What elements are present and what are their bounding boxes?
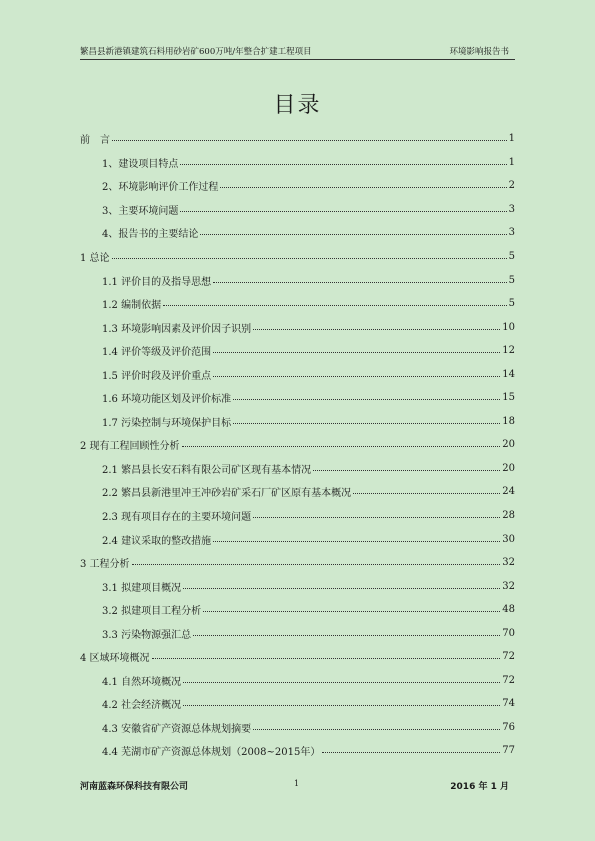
toc-leader-dots — [112, 140, 507, 141]
toc-entry[interactable] — [80, 716, 515, 740]
toc-entry-page: 3 — [508, 203, 515, 215]
toc-leader-dots — [183, 682, 500, 683]
footer-date: 2016 年 1 月 — [450, 782, 509, 792]
toc-entry[interactable] — [80, 292, 515, 316]
toc-entry-page: 74 — [502, 698, 515, 710]
toc-entry-page: 32 — [502, 580, 515, 592]
toc-entry-title: 4 区域环境概况 — [80, 653, 150, 665]
toc-entry-title: 2.1 繁昌县长安石料有限公司矿区现有基本情况 — [102, 464, 312, 476]
toc-entry[interactable] — [80, 198, 515, 222]
toc-entry-title: 4、报告书的主要结论 — [102, 229, 199, 241]
toc-entry-title: 3.2 拟建项目工程分析 — [102, 606, 202, 618]
page-header — [80, 41, 515, 60]
toc-entry-page: 15 — [502, 392, 515, 404]
toc-entry[interactable] — [80, 127, 515, 151]
toc-entry[interactable] — [80, 457, 515, 481]
header-doc-type: 环境影响报告书 — [449, 47, 509, 57]
toc-entry-page: 12 — [502, 345, 515, 357]
toc-leader-dots — [183, 588, 500, 589]
toc-entry-page: 5 — [508, 274, 515, 286]
toc-leader-dots — [233, 423, 500, 424]
toc-entry[interactable] — [80, 268, 515, 292]
toc-entry-page: 28 — [502, 510, 515, 522]
toc-entry-title: 1.5 评价时段及评价重点 — [102, 370, 212, 382]
toc-entry-title: 3、主要环境问题 — [102, 205, 179, 217]
toc-entry-page: 32 — [502, 557, 515, 569]
table-of-contents — [80, 127, 515, 763]
toc-entry-title: 4.4 芜湖市矿产资源总体规划（2008~2015年） — [102, 747, 321, 759]
toc-entry-title: 2.4 建议采取的整改措施 — [102, 535, 212, 547]
toc-entry[interactable] — [80, 245, 515, 269]
toc-entry-page: 70 — [502, 627, 515, 639]
toc-entry-title: 1.3 环境影响因素及评价因子识别 — [102, 323, 252, 335]
toc-entry[interactable] — [80, 504, 515, 528]
toc-entry-title: 4.1 自然环境概况 — [102, 676, 182, 688]
toc-entry[interactable] — [80, 527, 515, 551]
toc-entry[interactable] — [80, 598, 515, 622]
footer-page-number: 1 — [294, 779, 300, 788]
toc-leader-dots — [132, 564, 501, 565]
toc-entry[interactable] — [80, 221, 515, 245]
toc-leader-dots — [213, 352, 500, 353]
toc-entry-page: 3 — [508, 227, 515, 239]
toc-entry-title: 1.1 评价目的及指导思想 — [102, 276, 212, 288]
toc-leader-dots — [322, 752, 500, 753]
toc-entry-title: 2 现有工程回顾性分析 — [80, 441, 180, 453]
toc-leader-dots — [152, 658, 501, 659]
toc-leader-dots — [193, 635, 500, 636]
header-project-title: 繁昌县新港镇建筑石料用砂岩矿600万吨/年整合扩建工程项目 — [80, 47, 312, 57]
toc-entry-title: 前 言 — [80, 135, 110, 147]
toc-leader-dots — [213, 376, 500, 377]
toc-entry[interactable] — [80, 362, 515, 386]
toc-entry[interactable] — [80, 315, 515, 339]
toc-entry[interactable] — [80, 739, 515, 763]
toc-entry-title: 3 工程分析 — [80, 559, 130, 571]
toc-entry-page: 20 — [502, 462, 515, 474]
toc-entry-title: 2、环境影响评价工作过程 — [102, 182, 219, 194]
toc-entry[interactable] — [80, 692, 515, 716]
toc-entry[interactable] — [80, 621, 515, 645]
toc-leader-dots — [200, 234, 506, 235]
toc-entry-title: 1、建设项目特点 — [102, 158, 179, 170]
toc-entry-page: 48 — [502, 604, 515, 616]
toc-leader-dots — [180, 211, 506, 212]
toc-leader-dots — [233, 399, 500, 400]
toc-entry-title: 2.2 繁昌县新港里冲王冲砂岩矿采石厂矿区原有基本概况 — [102, 488, 352, 500]
toc-entry-title: 1.6 环境功能区划及评价标准 — [102, 394, 232, 406]
toc-leader-dots — [163, 305, 507, 306]
toc-entry-title: 3.3 污染物源强汇总 — [102, 629, 192, 641]
toc-entry[interactable] — [80, 174, 515, 198]
toc-leader-dots — [183, 705, 500, 706]
toc-entry-page: 5 — [508, 298, 515, 310]
toc-entry-title: 3.1 拟建项目概况 — [102, 582, 182, 594]
toc-entry-title: 4.2 社会经济概况 — [102, 700, 182, 712]
toc-entry-page: 72 — [502, 651, 515, 663]
toc-entry-page: 30 — [502, 533, 515, 545]
toc-entry[interactable] — [80, 645, 515, 669]
toc-leader-dots — [253, 729, 500, 730]
toc-entry-title: 1.7 污染控制与环境保护目标 — [102, 417, 232, 429]
toc-leader-dots — [182, 446, 501, 447]
toc-entry-page: 10 — [502, 321, 515, 333]
toc-leader-dots — [313, 470, 500, 471]
toc-leader-dots — [353, 493, 500, 494]
toc-entry[interactable] — [80, 669, 515, 693]
toc-leader-dots — [220, 187, 506, 188]
footer-company: 河南蓝森环保科技有限公司 — [80, 782, 189, 792]
toc-leader-dots — [180, 164, 506, 165]
toc-entry-title: 1.2 编制依据 — [102, 300, 162, 312]
toc-entry-page: 77 — [502, 745, 515, 757]
toc-entry-page: 1 — [508, 133, 515, 145]
toc-leader-dots — [203, 611, 500, 612]
toc-leader-dots — [112, 258, 507, 259]
toc-leader-dots — [253, 329, 500, 330]
toc-entry[interactable] — [80, 410, 515, 434]
toc-entry-page: 20 — [502, 439, 515, 451]
toc-entry[interactable] — [80, 386, 515, 410]
toc-entry-page: 72 — [502, 674, 515, 686]
toc-entry-page: 24 — [502, 486, 515, 498]
toc-entry-title: 1 总论 — [80, 253, 110, 264]
page-title: 目录 — [273, 93, 322, 118]
toc-entry[interactable] — [80, 433, 515, 457]
toc-entry-page: 76 — [502, 721, 515, 733]
toc-entry-page: 18 — [502, 415, 515, 427]
toc-entry-page: 5 — [508, 251, 515, 262]
toc-entry[interactable] — [80, 480, 515, 504]
toc-entry-title: 1.4 评价等级及评价范围 — [102, 347, 212, 359]
toc-leader-dots — [213, 282, 507, 283]
toc-entry-page: 14 — [502, 368, 515, 380]
toc-entry-page: 1 — [508, 156, 515, 168]
toc-entry[interactable] — [80, 574, 515, 598]
toc-leader-dots — [253, 517, 500, 518]
toc-entry[interactable] — [80, 339, 515, 363]
toc-entry-title: 4.3 安徽省矿产资源总体规划摘要 — [102, 723, 252, 735]
toc-leader-dots — [213, 541, 500, 542]
toc-entry[interactable] — [80, 551, 515, 575]
toc-entry-title: 2.3 现有项目存在的主要环境问题 — [102, 512, 252, 524]
toc-entry[interactable] — [80, 151, 515, 175]
toc-entry-page: 2 — [508, 180, 515, 192]
